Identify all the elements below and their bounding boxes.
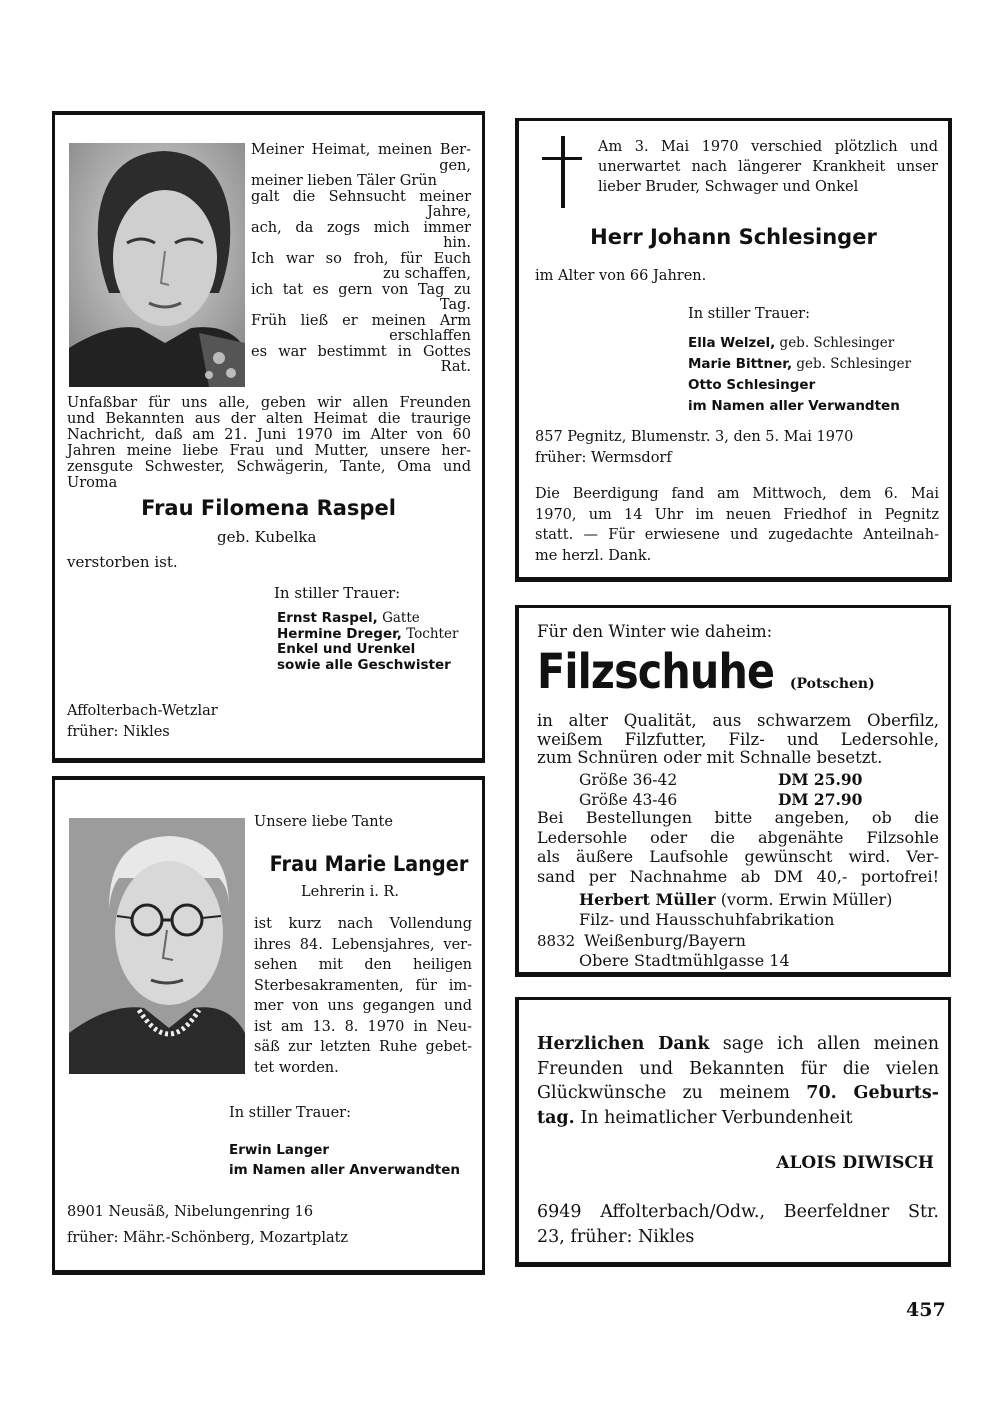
text-line: ihres 84. Lebensjahres, ver-: [254, 936, 472, 953]
address-raspel: [67, 701, 218, 743]
text-line: ist am 13. 8. 1970 in Neu-: [254, 1018, 472, 1035]
mourners-langer: [229, 1140, 460, 1180]
mourner-schlesinger: im Namen aller Verwandten: [688, 398, 900, 414]
poem-line: Früh ließ er meinen Arm: [251, 312, 471, 329]
order-line: sand per Nachnahme ab DM 40,- portofrei!: [537, 866, 939, 886]
mourning-label-langer: In stiller Trauer:: [229, 1105, 351, 1121]
poem-line: Tag.: [439, 297, 471, 313]
order-line: Ledersohle oder die abgenähte Filzsohle: [537, 827, 939, 847]
address-line: 857 Pegnitz, Blumenstr. 3, den 5. Mai 1970: [535, 429, 854, 445]
page-number: 457: [906, 1299, 946, 1321]
mourner-raspel: [277, 627, 473, 643]
text-line: säß zur letzten Ruhe gebet-: [254, 1039, 472, 1055]
former-place: früher: Mähr.-Schönberg, Mozartplatz: [67, 1230, 349, 1246]
mourner-schlesinger: Otto Schlesinger: [688, 377, 816, 393]
deceased-name-langer: Frau Marie Langer: [269, 852, 469, 876]
former-place: früher: Nikles: [67, 724, 170, 740]
mourner-name: Marie Bittner,: [688, 356, 793, 372]
text-line: Sterbesakramenten, für im-: [254, 977, 472, 994]
desc-line: weißem Filzfutter, Filz- und Ledersohle,: [537, 729, 939, 749]
mourner-raspel: Enkel und Urenkel: [277, 641, 416, 657]
intro-line: unerwartet nach längerer Krankheit unser: [598, 159, 938, 175]
obituary-schlesinger: [515, 118, 952, 582]
died-text-raspel: verstorben ist.: [67, 553, 178, 571]
thanks-line: Glückwünsche zu meinem 70. Geburts-: [537, 1083, 939, 1103]
intro-line: lieber Bruder, Schwager und Onkel: [598, 179, 859, 195]
portrait-photo-langer: [69, 818, 245, 1074]
text-line: tet worden.: [254, 1059, 339, 1076]
funeral-line: statt. — Für erwiesene und zugedachte Anteilnah-: [535, 527, 939, 543]
thanks-line: tag. In heimatlicher Verbundenheit: [537, 1107, 853, 1128]
funeral-line: 1970, um 14 Uhr im neuen Friedhof in Pegnitz: [535, 506, 939, 523]
raspel-intro: [67, 395, 471, 491]
company-name: Herbert Müller: [579, 890, 716, 909]
obituary-langer: [52, 776, 485, 1275]
mourner-name: Ella Welzel,: [688, 335, 776, 351]
place: Affolterbach-Wetzlar: [67, 703, 218, 719]
mourner-relation: Gatte: [382, 610, 420, 626]
age-schlesinger: im Alter von 66 Jahren.: [535, 268, 707, 284]
funeral-line: Die Beerdigung fand am Mittwoch, dem 6. Mai: [535, 486, 939, 502]
price: DM 25.90: [777, 770, 863, 789]
mourning-label-raspel: In stiller Trauer:: [274, 584, 401, 602]
langer-text: [254, 914, 472, 1078]
price: DM 27.90: [777, 790, 863, 809]
mourner-relation: Tochter: [406, 625, 459, 642]
filzschuhe-title: Filzschuhe: [537, 644, 775, 700]
thanks-notice: [515, 997, 951, 1267]
mourner-schlesinger: [688, 333, 911, 354]
intro-line: Nachricht, daß am 21. Juni 1970 im Alter von 60: [67, 427, 471, 443]
desc-line: zum Schnüren oder mit Schnalle besetzt.: [537, 748, 883, 767]
poem-line: meiner lieben Täler Grün: [251, 173, 437, 189]
size: Größe 36-42: [579, 771, 678, 789]
poem-line: Meiner Heimat, meinen Ber-: [251, 142, 471, 158]
thanks-text: [537, 1032, 939, 1130]
mourner-rest: geb. Schlesinger: [796, 356, 912, 372]
mourner-name: Ernst Raspel,: [277, 610, 378, 626]
order-line: Bei Bestellungen bitte angeben, ob die: [537, 808, 939, 827]
poem-line: zu schaffen,: [383, 266, 471, 282]
filzschuhe-title-row: [537, 644, 875, 700]
thanks-bold: 70. Geburts-: [806, 1083, 939, 1103]
advert-filzschuhe: [515, 605, 951, 977]
address-line: 6949 Affolterbach/Odw., Beerfeldner Str.: [537, 1202, 939, 1222]
funeral-line: me herzl. Dank.: [535, 547, 652, 564]
size: Größe 43-46: [579, 791, 678, 809]
maiden-name-raspel: geb. Kubelka: [217, 528, 317, 546]
signature: ALOIS DIWISCH: [776, 1153, 934, 1173]
intro-line: zensgute Schwester, Schwägerin, Tante, Oma und: [67, 459, 471, 475]
mourner-schlesinger: [688, 354, 911, 375]
company-address: [537, 931, 790, 971]
cross-icon: [542, 136, 582, 208]
address-line: 8901 Neusäß, Nibelungenring 16: [67, 1204, 314, 1220]
intro-line: Jahren meine liebe Frau und Mutter, unsere her-: [67, 443, 471, 459]
company-block: [579, 890, 941, 930]
schlesinger-intro: [598, 137, 938, 197]
thanks-line: Herzlichen Dank sage ich allen meinen: [537, 1034, 939, 1054]
portrait-photo-raspel: [69, 143, 245, 387]
filzschuhe-heading: Für den Winter wie daheim:: [537, 622, 773, 641]
intro-line: Am 3. Mai 1970 verschied plötzlich und: [598, 139, 938, 155]
zip: 8832: [537, 932, 576, 950]
title-langer: Lehrerin i. R.: [301, 884, 399, 900]
text-line: mer von uns gegangen und: [254, 998, 472, 1014]
price-row: [579, 770, 862, 790]
company-desc: Filz- und Hausschuhfabrikation: [579, 910, 835, 929]
price-table: [579, 770, 862, 810]
text-line: ist kurz nach Vollendung: [254, 916, 472, 932]
mourner-langer: im Namen aller Anverwandten: [229, 1162, 460, 1178]
mourner-langer: Erwin Langer: [229, 1142, 330, 1158]
poem-line: Rat.: [440, 359, 471, 375]
poem-line: gen,: [439, 157, 471, 174]
obituary-raspel: [52, 111, 485, 763]
poem-line: Jahre,: [427, 204, 471, 220]
deceased-name-raspel: Frau Filomena Raspel: [141, 496, 396, 520]
poem-line: ach, da zogs mich immer: [251, 219, 471, 236]
street: Obere Stadtmühlgasse 14: [579, 951, 790, 970]
thanks-line: Freunden und Bekannten für die vielen: [537, 1058, 939, 1079]
desc-line: in alter Qualität, aus schwarzem Oberfilz,: [537, 711, 939, 730]
filzschuhe-desc: [537, 712, 939, 768]
poem-line: ich tat es gern von Tag zu: [251, 281, 471, 298]
address-schlesinger: [535, 427, 853, 469]
company-former: (vorm. Erwin Müller): [720, 890, 893, 909]
former-place: früher: Wermsdorf: [535, 450, 672, 466]
mourning-label-schlesinger: In stiller Trauer:: [688, 306, 810, 322]
order-line: als äußere Laufsohle gewünscht wird. Ver-: [537, 847, 939, 866]
address-langer: [67, 1199, 348, 1251]
thanks-bold: tag.: [537, 1107, 575, 1128]
address-line: 23, früher: Nikles: [537, 1227, 695, 1247]
mourner-raspel: [277, 611, 473, 627]
text-line: sehen mit den heiligen: [254, 957, 472, 973]
mourner-name: Hermine Dreger,: [277, 625, 402, 642]
thanks-bold: Herzlichen Dank: [537, 1034, 710, 1054]
city: Weißenburg/Bayern: [584, 931, 746, 950]
intro-line: und Bekannten aus der alten Heimat die traurige: [67, 411, 471, 427]
mourner-rest: geb. Schlesinger: [779, 335, 895, 351]
company-line: [579, 890, 941, 910]
thanks-address: [537, 1200, 939, 1250]
poem-line: galt die Sehnsucht meiner: [251, 188, 471, 205]
deceased-name-schlesinger: Herr Johann Schlesinger: [590, 225, 877, 249]
mourners-raspel: [277, 611, 473, 673]
mourners-schlesinger: [688, 333, 911, 417]
intro-line: Uroma: [67, 475, 118, 491]
poem-line: Ich war so froh, für Euch: [251, 250, 471, 267]
order-info: [537, 808, 939, 886]
city-line: [537, 931, 790, 951]
funeral-schlesinger: [535, 484, 939, 566]
poem-line: hin.: [443, 235, 471, 251]
langer-intro: Unsere liebe Tante: [254, 814, 393, 830]
poem-line: es war bestimmt in Gottes: [251, 343, 471, 360]
intro-line: Unfaßbar für uns alle, geben wir allen Freunden: [67, 395, 471, 411]
price-row: [579, 790, 862, 810]
mourner-raspel: sowie alle Geschwister: [277, 656, 451, 673]
filzschuhe-subtitle: (Potschen): [789, 676, 875, 692]
poem: [251, 143, 471, 376]
poem-line: erschlaffen: [389, 328, 471, 344]
